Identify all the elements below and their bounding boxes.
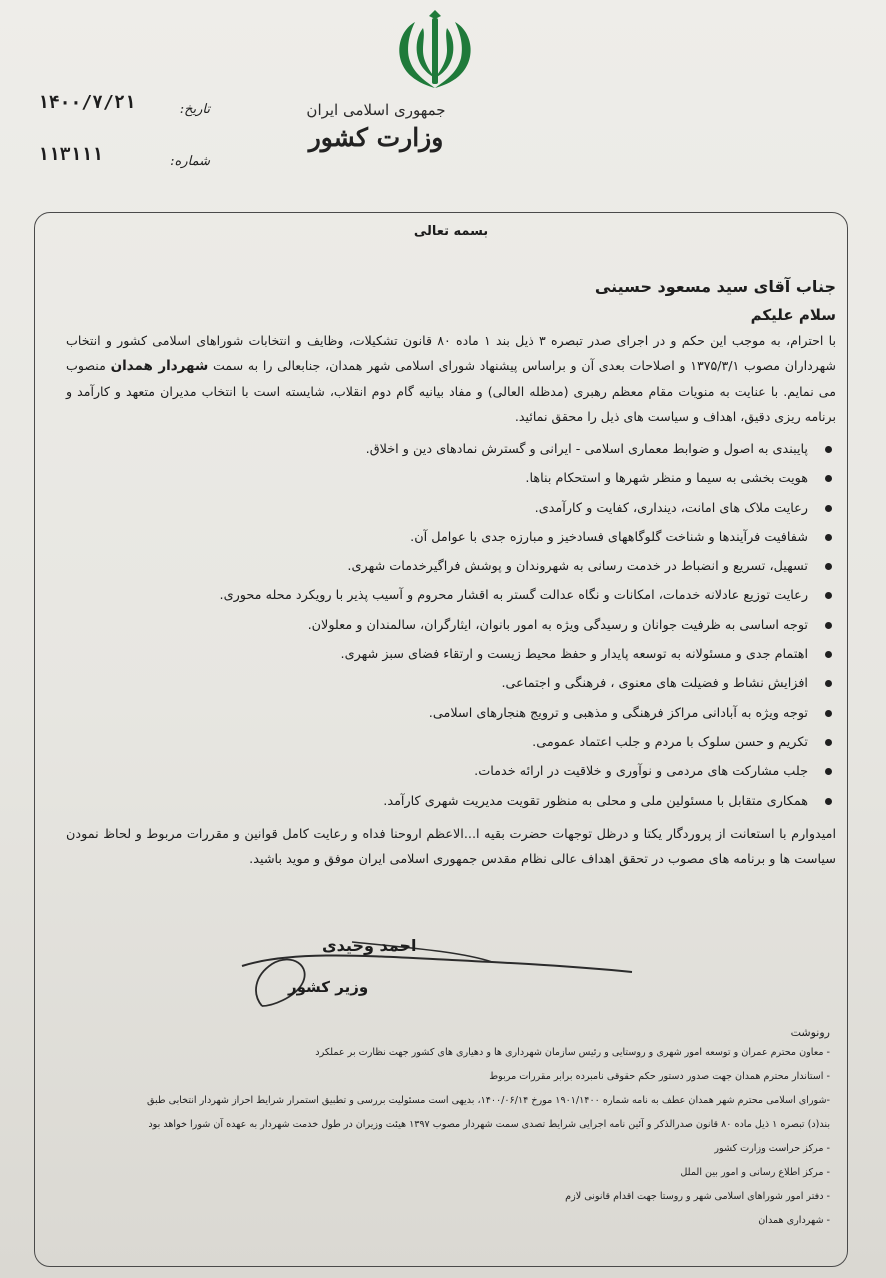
body-paragraph bbox=[66, 328, 836, 429]
iran-emblem-icon bbox=[385, 8, 485, 94]
list-item: شفافیت فرآیندها و شناخت گلوگاههای فسادخیز و مبارزه جدی با عوامل آن. bbox=[66, 523, 808, 552]
cc-heading: رونوشت bbox=[790, 1026, 830, 1039]
number-value: ۱۱۳۱۱۱ bbox=[38, 144, 104, 165]
policy-list bbox=[66, 435, 836, 816]
cc-section bbox=[60, 1026, 830, 1233]
list-item: تسهیل، تسریع و انضباط در خدمت رسانی به شهروندان و پوشش فراگیرخدمات شهری. bbox=[66, 552, 808, 581]
bullet-icon bbox=[825, 475, 832, 482]
republic-name: جمهوری اسلامی ایران bbox=[306, 101, 446, 119]
ministry-name: وزارت کشور bbox=[308, 123, 444, 152]
date-label: تاریخ: bbox=[179, 102, 210, 117]
cc-line: بند(د) تبصره ۱ ذیل ماده ۸۰ قانون صدرالذکر و آئین نامه اجرایی شرایط تصدی سمت شهردار مصوب ۱۳۹۷ هیئت وزیران در طول خدمت شهردار به عهده آن شورا خواهد بود bbox=[148, 1119, 830, 1130]
bullet-icon bbox=[825, 768, 832, 775]
letter-body bbox=[66, 224, 836, 872]
bullet-icon bbox=[825, 563, 832, 570]
cc-line: - معاون محترم عمران و توسعه امور شهری و روستایی و رئیس سازمان شهرداری ها و دهیاری های کشور جهت نظارت بر عملکرد bbox=[315, 1047, 830, 1058]
list-item: هویت بخشی به سیما و منظر شهرها و استحکام بناها. bbox=[66, 464, 808, 493]
closing-paragraph: امیدوارم با استعانت از پروردگار یکتا و درظل توجهات حضرت بقیه ا...الاعظم اروحنا فداه و رعایت کامل قوانین و مقررات مربوط و لحاظ نمودن سیاست ها و برنامه های مصوب در تحقق اهداف عالی نظام مقدس جمهوری اسلامی ایران موفق و موید باشید. bbox=[66, 826, 836, 867]
date-value: ۱۴۰۰/۷/۲۱ bbox=[38, 92, 136, 113]
list-item: تکریم و حسن سلوک با مردم و جلب اعتماد عمومی. bbox=[66, 728, 808, 757]
body-text-1: با احترام، به موجب این حکم و در اجرای صدر تبصره ۳ ذیل بند ۱ ماده ۸۰ قانون تشکیلات، وظایف و انتخابات شوراهای اسلامی کشور و انتخاب شهرداران مصوب ۱۳۷۵/۳/۱ و اصلاحات بعدی آن و براساس پیشنهاد شورای اسلامی شهر همدان، جنابعالی را به سمت bbox=[66, 333, 837, 373]
number-label: شماره: bbox=[170, 154, 210, 169]
signer-name: احمد وحیدی bbox=[322, 936, 417, 955]
greeting: سلام علیکم bbox=[750, 306, 836, 324]
bullet-icon bbox=[825, 651, 832, 658]
bismillah: بسمه تعالی bbox=[413, 224, 489, 239]
list-item: رعایت توزیع عادلانه خدمات، امکانات و نگاه عدالت گستر به اقشار محروم و آسیب پذیر با رویکرد محله محوری. bbox=[66, 581, 808, 610]
addressee: جناب آقای سید مسعود حسینی bbox=[594, 277, 836, 296]
bullet-icon bbox=[825, 710, 832, 717]
bullet-icon bbox=[825, 739, 832, 746]
bullet-icon bbox=[825, 505, 832, 512]
cc-line: - مرکز حراست وزارت کشور bbox=[714, 1143, 830, 1154]
bullet-icon bbox=[825, 592, 832, 599]
bullet-icon bbox=[825, 680, 832, 687]
cc-line: - دفتر امور شوراهای اسلامی شهر و روستا جهت اقدام قانونی لازم bbox=[565, 1191, 830, 1202]
cc-line: - شهرداری همدان bbox=[758, 1215, 830, 1226]
bullet-icon bbox=[825, 798, 832, 805]
list-item: توجه اساسی به ظرفیت جوانان و رسیدگی ویژه به امور بانوان، ایثارگران، سالمندان و معلولان. bbox=[66, 611, 808, 640]
bullet-icon bbox=[825, 446, 832, 453]
signature-icon bbox=[232, 936, 652, 1016]
bullet-icon bbox=[825, 534, 832, 541]
body-text-bold: شهردار همدان bbox=[110, 358, 209, 374]
list-item: توجه ویژه به آبادانی مراکز فرهنگی و مذهبی و ترویج هنجارهای اسلامی. bbox=[66, 699, 808, 728]
body-text-2: منصوب می نمایم. با عنایت به منویات مقام معظم رهبری (مدظله العالی) و مفاد بیانیه گام دوم انقلاب، شایسته است با انتخاب مدیران متعهد و کارآمد و برنامه ریزی دقیق، اهداف و سیاست های ذیل را محقق نمائید. bbox=[66, 358, 836, 424]
date-row bbox=[30, 92, 220, 144]
list-item: اهتمام جدی و مسئولانه به توسعه پایدار و حفظ محیط زیست و ارتقاء فضای سبز شهری. bbox=[66, 640, 808, 669]
cc-line: - مرکز اطلاع رسانی و امور بین الملل bbox=[680, 1167, 830, 1178]
bullet-icon bbox=[825, 622, 832, 629]
cc-line: - استاندار محترم همدان جهت صدور دستور حکم حقوقی نامبرده برابر مقررات مربوط bbox=[489, 1071, 830, 1082]
list-item: رعایت ملاک های امانت، دینداری، کفایت و کارآمدی. bbox=[66, 494, 808, 523]
list-item: همکاری متقابل با مسئولین ملی و محلی به منظور تقویت مدیریت شهری کارآمد. bbox=[66, 787, 808, 816]
ministry-header bbox=[296, 100, 456, 156]
signer-title: وزیر کشور bbox=[288, 978, 369, 996]
signature-block bbox=[232, 936, 652, 1016]
number-row bbox=[30, 144, 220, 196]
cc-line: -شورای اسلامی محترم شهر همدان عطف به نامه شماره ۱۹۰۱/۱۴۰۰ مورخ ۱۴۰۰/۰۶/۱۴، بدیهی است مسئولیت بررسی و تطبیق استمرار شرایط احراز شهردار انتخابی طبق bbox=[147, 1095, 830, 1106]
list-item: جلب مشارکت های مردمی و نوآوری و خلاقیت در ارائه خدمات. bbox=[66, 757, 808, 786]
letter-meta bbox=[30, 92, 220, 196]
list-item: افزایش نشاط و فضیلت های معنوی ، فرهنگی و اجتماعی. bbox=[66, 669, 808, 698]
list-item: پایبندی به اصول و ضوابط معماری اسلامی - ایرانی و گسترش نمادهای دین و اخلاق. bbox=[66, 435, 808, 464]
